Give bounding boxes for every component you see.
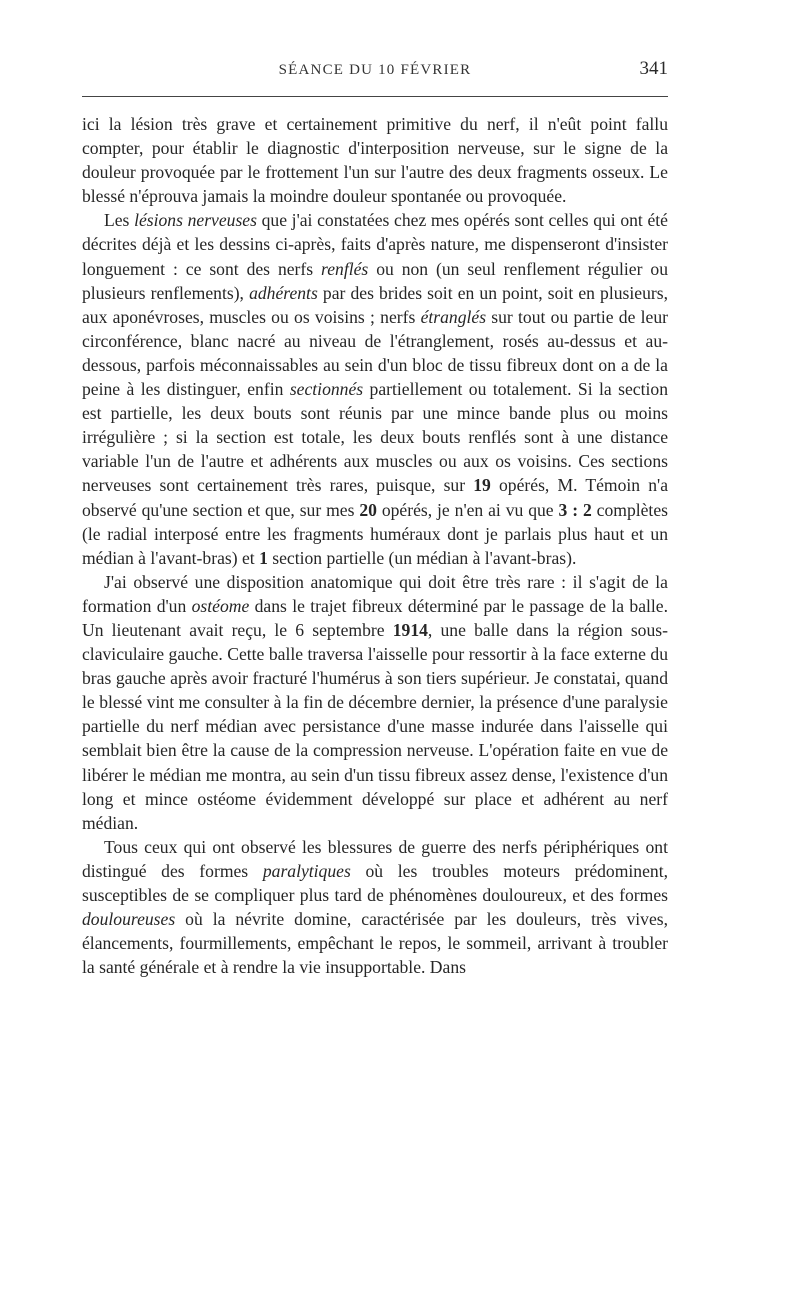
italic-term: douloureuses bbox=[82, 909, 176, 930]
text-run: où les troubles moteurs prédominent, susceptibles de se compliquer plus tard de phénomènes douloureux, et des formes bbox=[82, 860, 668, 905]
text-run: section partielle (un médian à l'avant-bras). bbox=[267, 547, 577, 568]
italic-term: ostéome bbox=[191, 595, 250, 616]
text-run: , une balle dans la région sous-claviculaire gauche. Cette balle traversa l'aisselle pour ressortir à la face externe du bras gauche après avoir fracturé l'humérus à son tiers supérieur. Je constatai, quand le blessé vint me consulter à la fin de décembre dernier, la présence d'une paralysie partielle du nerf médian avec persistance d'une masse indurée dans l'aisselle qui semblait bien être la cause de la compression nerveuse. L'opération faite en vue de libérer le médian me montra, au sein d'un tissu fibreux assez dense, l'existence d'un long et mince ostéome évidemment développé sur place et adhérent au nerf médian. bbox=[82, 619, 668, 833]
text-run: J'ai observé une disposition anatomique qui doit être très rare : il s'agit de la formation d'un bbox=[82, 571, 668, 616]
numeral: 20 bbox=[359, 499, 377, 520]
paragraph bbox=[82, 570, 668, 835]
text-run: Tous ceux qui ont observé les blessures de guerre des nerfs périphériques ont distingué des formes bbox=[82, 836, 668, 881]
text-run: Les bbox=[104, 210, 135, 231]
text-run: dans le trajet fibreux déterminé par le passage de la balle. Un lieutenant avait reçu, le 6 septembre bbox=[82, 595, 668, 640]
paragraph bbox=[82, 835, 668, 980]
header-rule bbox=[82, 96, 668, 97]
paragraph bbox=[82, 208, 668, 569]
text-run: partiellement ou totalement. Si la section est partielle, les deux bouts sont réunis par une mince bande plus ou moins irrégulière ; si la section est totale, les deux bouts renflés sont à une distance variable l'un de l'autre et adhérents aux muscles ou aux os voisins. Ces sections nerveuses sont certainement très rares, puisque, sur bbox=[82, 379, 668, 496]
italic-term: paralytiques bbox=[262, 860, 351, 881]
body-text bbox=[82, 112, 668, 979]
text-run: ici la lésion très grave et certainement primitive du nerf, il n'eût point fallu compter, pour établir le diagnostic d'interposition nerveuse, sur le signe de la douleur provoquée par le frottement l'un sur l'autre des deux fragments osseux. Le blessé n'éprouva jamais la moindre douleur spontanée ou provoquée. bbox=[82, 114, 668, 207]
italic-term: adhérents bbox=[249, 282, 318, 303]
italic-term: lésions nerveuses bbox=[134, 210, 257, 231]
paragraph bbox=[82, 112, 668, 208]
italic-term: renflés bbox=[321, 258, 369, 279]
running-head bbox=[82, 56, 668, 86]
text-run: ou non (un seul renflement régulier ou plusieurs renflements), bbox=[82, 258, 668, 303]
running-title: SÉANCE DU 10 FÉVRIER bbox=[278, 62, 472, 78]
italic-term: sectionnés bbox=[289, 379, 364, 400]
numeral: 1914 bbox=[392, 619, 428, 640]
text-run: complètes (le radial interposé entre les fragments huméraux dont je parlais plus haut et un médian à l'avant-bras) et bbox=[82, 499, 668, 568]
numeral: 19 bbox=[473, 475, 491, 496]
numeral: 3 : 2 bbox=[558, 499, 592, 520]
text-run: par des brides soit en un point, soit en plusieurs, aux aponévroses, muscles ou os voisins ; nerfs bbox=[82, 282, 668, 327]
text-run: opérés, M. Témoin n'a observé qu'une section et que, sur mes bbox=[82, 475, 668, 520]
text-run: sur tout ou partie de leur circonférence, blanc nacré au niveau de l'étranglement, rosés au-dessus et au-dessous, parfois méconnaissables au sein d'un bloc de tissu fibreux dont on a de la peine à les distinguer, enfin bbox=[82, 306, 668, 400]
numeral: 1 bbox=[259, 547, 268, 568]
text-run: où la névrite domine, caractérisée par les douleurs, très vives, élancements, fourmillements, empêchant le repos, le sommeil, arrivant à troubler la santé générale et à rendre la vie insupportable. Dans bbox=[82, 909, 668, 978]
italic-term: étranglés bbox=[420, 306, 487, 327]
text-run: opérés, je n'en ai vu que bbox=[376, 499, 559, 520]
page-number: 341 bbox=[639, 58, 668, 79]
text-run: que j'ai constatées chez mes opérés sont celles qui ont été décrites déjà et les dessins ci-après, faits d'après nature, me dispenseront d'insister longuement : ce sont des nerfs bbox=[82, 210, 668, 279]
